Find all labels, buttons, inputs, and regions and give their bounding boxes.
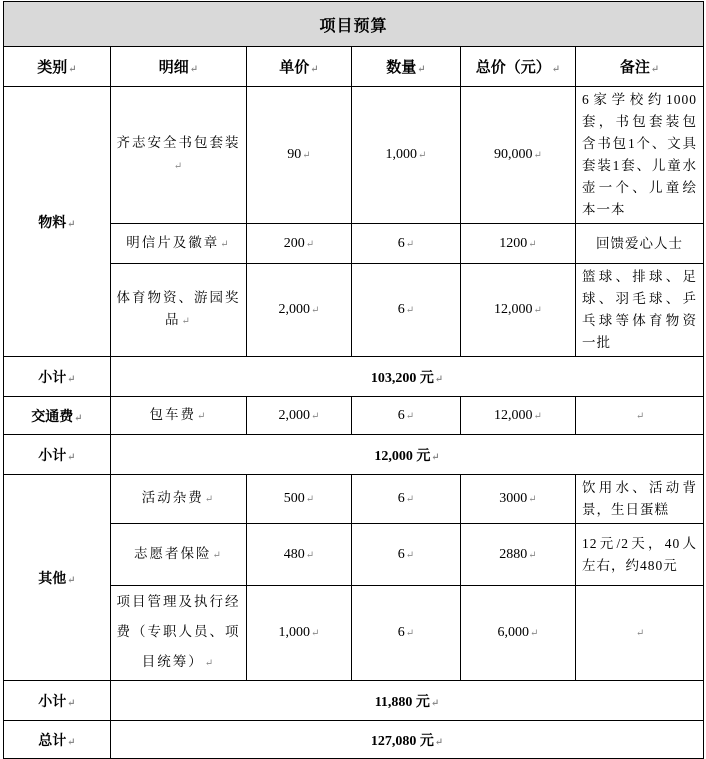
detail-cell: 活动杂费↵ [111, 475, 247, 524]
unit-price-cell: 2,000↵ [247, 264, 352, 357]
remark-cell: 饮用水、活动背景，生日蛋糕 [576, 475, 704, 524]
subtotal-value: 103,200 元↵ [111, 357, 704, 397]
detail-cell: 齐志安全书包套装↵ [111, 87, 247, 224]
total-cell: 6,000↵ [461, 586, 576, 681]
table-title: 项目预算 [4, 2, 704, 47]
grand-total-value: 127,080 元↵ [111, 721, 704, 759]
header-category: 类别↵ [4, 47, 111, 87]
quantity-cell: 6↵ [352, 524, 461, 586]
table-row [4, 475, 704, 524]
total-cell: 1200↵ [461, 224, 576, 264]
table-row [4, 397, 704, 435]
category-materials: 物料↵ [4, 87, 111, 357]
subtotal-label: 小计↵ [4, 681, 111, 721]
remark-cell: ↵ [576, 586, 704, 681]
quantity-cell: 1,000↵ [352, 87, 461, 224]
total-cell: 3000↵ [461, 475, 576, 524]
subtotal-row [4, 681, 704, 721]
total-cell: 2880↵ [461, 524, 576, 586]
subtotal-row [4, 357, 704, 397]
subtotal-row [4, 435, 704, 475]
header-unit-price: 单价↵ [247, 47, 352, 87]
detail-cell: 项目管理及执行经费（专职人员、项目统筹）↵ [111, 586, 247, 681]
quantity-cell: 6↵ [352, 586, 461, 681]
grand-total-row [4, 721, 704, 759]
quantity-cell: 6↵ [352, 224, 461, 264]
unit-price-cell: 2,000↵ [247, 397, 352, 435]
unit-price-cell: 480↵ [247, 524, 352, 586]
subtotal-value: 12,000 元↵ [111, 435, 704, 475]
header-remark: 备注↵ [576, 47, 704, 87]
total-cell: 90,000↵ [461, 87, 576, 224]
category-other: 其他↵ [4, 475, 111, 681]
header-row [4, 47, 704, 87]
quantity-cell: 6↵ [352, 475, 461, 524]
subtotal-label: 小计↵ [4, 357, 111, 397]
category-transport: 交通费↵ [4, 397, 111, 435]
unit-price-cell: 500↵ [247, 475, 352, 524]
total-cell: 12,000↵ [461, 264, 576, 357]
remark-cell: 回馈爱心人士 [576, 224, 704, 264]
header-quantity: 数量↵ [352, 47, 461, 87]
quantity-cell: 6↵ [352, 264, 461, 357]
detail-cell: 明信片及徽章↵ [111, 224, 247, 264]
grand-total-label: 总计↵ [4, 721, 111, 759]
unit-price-cell: 1,000↵ [247, 586, 352, 681]
detail-cell: 包车费↵ [111, 397, 247, 435]
header-detail: 明细↵ [111, 47, 247, 87]
detail-cell: 体育物资、游园奖品↵ [111, 264, 247, 357]
unit-price-cell: 90↵ [247, 87, 352, 224]
table-row [4, 87, 704, 224]
remark-cell: ↵ [576, 397, 704, 435]
budget-table [3, 1, 704, 759]
remark-cell: 6家学校约1000套，书包套装包含书包1个、文具套装1套、儿童水壶一个、儿童绘本一本 [576, 87, 704, 224]
header-total: 总价（元）↵ [461, 47, 576, 87]
remark-cell: 篮球、排球、足球、羽毛球、乒乓球等体育物资一批 [576, 264, 704, 357]
subtotal-value: 11,880 元↵ [111, 681, 704, 721]
subtotal-label: 小计↵ [4, 435, 111, 475]
detail-cell: 志愿者保险↵ [111, 524, 247, 586]
total-cell: 12,000↵ [461, 397, 576, 435]
quantity-cell: 6↵ [352, 397, 461, 435]
unit-price-cell: 200↵ [247, 224, 352, 264]
remark-cell: 12元/2天，40人左右，约480元 [576, 524, 704, 586]
